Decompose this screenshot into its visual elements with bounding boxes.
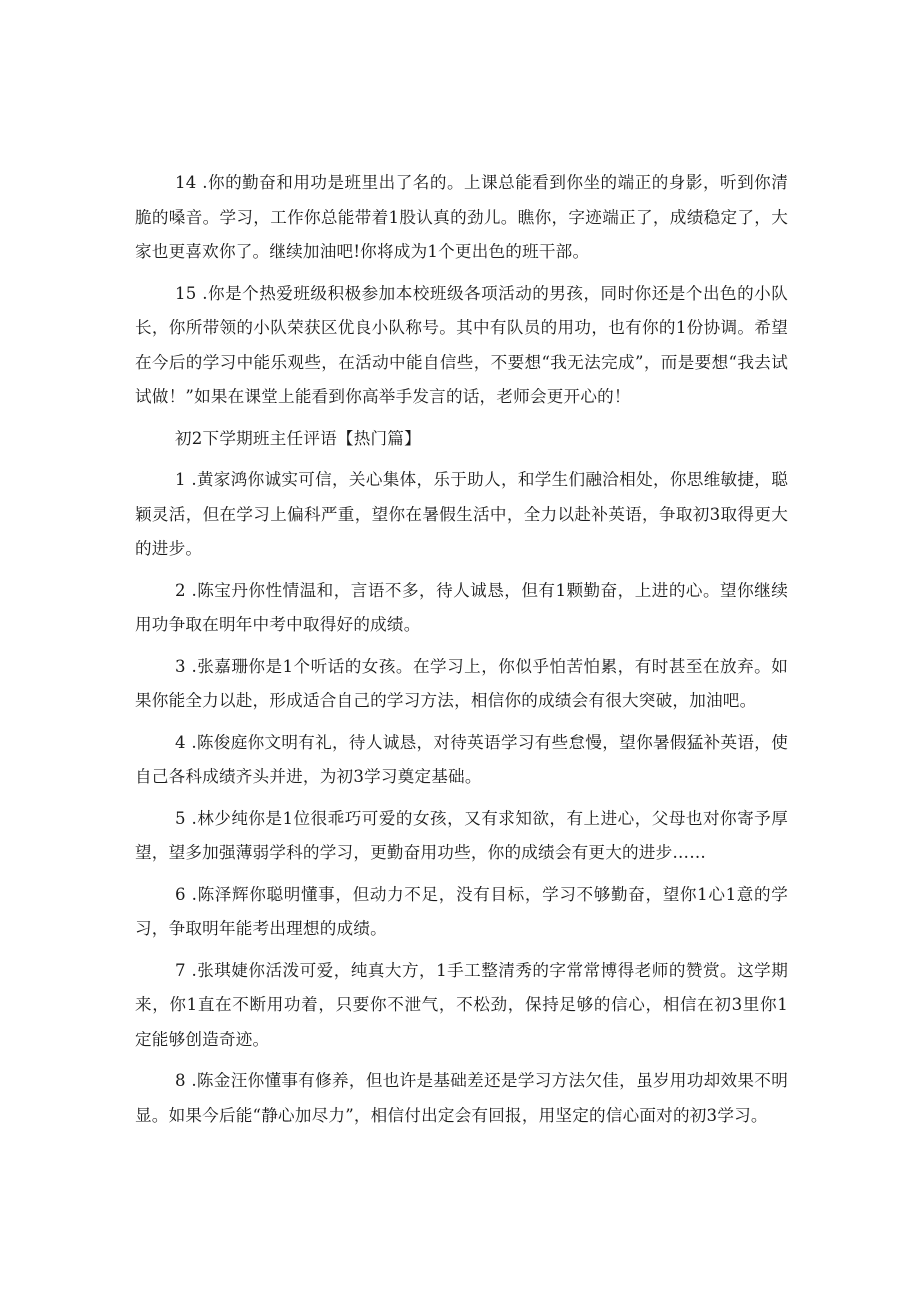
comment-paragraph-14 <box>135 166 788 270</box>
item-number: 14 <box>175 173 197 192</box>
item-text: .张琪婕你活泼可爱，纯真大方，1手工整清秀的字常常博得老师的赞赏。这学期来，你1直在不断用功着，只要你不泄气，不松劲，保持足够的信心，相信在初3里你1定能够创造奇迹。 <box>135 960 788 1049</box>
item-text: .陈俊庭你文明有礼，待人诚恳，对待英语学习有些怠慢，望你暑假猛补英语，使自己各科成绩齐头并进，为初3学习奠定基础。 <box>135 732 788 786</box>
item-number: 6 <box>175 884 186 904</box>
comment-paragraph-5 <box>135 802 788 871</box>
item-text: .陈泽辉你聪明懂事，但动力不足，没有目标，学习不够勤奋，望你1心1意的学习，争取明年能考出理想的成绩。 <box>135 884 788 938</box>
item-number: 4 <box>175 732 186 752</box>
item-text: .林少纯你是1位很乖巧可爱的女孩，又有求知欲，有上进心，父母也对你寄予厚望，望多加强薄弱学科的学习，更勤奋用功些，你的成绩会有更大的进步…… <box>135 808 788 862</box>
item-number: 7 <box>175 960 186 980</box>
item-number: 1 <box>175 470 186 489</box>
item-number: 3 <box>175 656 186 676</box>
comment-paragraph-7 <box>135 954 788 1058</box>
item-number: 15 <box>175 283 197 303</box>
item-text: .你是个热爱班级积极参加本校班级各项活动的男孩，同时你还是个出色的小队长，你所带领的小队荣获区优良小队称号。其中有队员的用功，也有你的1份协调。希望在今后的学习中能乐观些，在活动中能自信些，不要想“我无法完成”，而是要想“我去试试做！”如果在课堂上能看到你高举手发言的话，老师会更开心的！ <box>135 283 788 406</box>
comment-paragraph-15 <box>135 277 788 415</box>
document-body <box>135 166 788 1140</box>
item-number: 2 <box>175 580 186 600</box>
comment-paragraph-1 <box>135 463 788 567</box>
item-number: 8 <box>175 1071 186 1090</box>
comment-paragraph-8 <box>135 1064 788 1133</box>
item-text: .张嘉珊你是1个听话的女孩。在学习上，你似乎怕苦怕累，有时甚至在放弃。如果你能全力以赴，形成适合自己的学习方法，相信你的成绩会有很大突破，加油吧。 <box>135 656 788 710</box>
comment-paragraph-6 <box>135 878 788 947</box>
item-number: 5 <box>175 808 186 828</box>
comment-paragraph-2 <box>135 574 788 643</box>
item-text: .黄家鸿你诚实可信，关心集体，乐于助人，和学生们融洽相处，你思维敏捷，聪颖灵活，但在学习上偏科严重，望你在暑假生活中，全力以赴补英语，争取初3取得更大的进步。 <box>135 470 788 558</box>
item-text: .陈金汪你懂事有修养，但也许是基础差还是学习方法欠佳，虽岁用功却效果不明显。如果今后能“静心加尽力”，相信付出定会有回报，用坚定的信心面对的初3学习。 <box>135 1071 788 1125</box>
item-text: .陈宝丹你性情温和，言语不多，待人诚恳，但有1颗勤奋，上进的心。望你继续用功争取在明年中考中取得好的成绩。 <box>135 580 788 634</box>
comment-paragraph-3 <box>135 650 788 719</box>
section-heading: 初2下学期班主任评语【热门篇】 <box>175 428 421 448</box>
comment-paragraph-4 <box>135 726 788 795</box>
item-text: .你的勤奋和用功是班里出了名的。上课总能看到你坐的端正的身影，听到你清脆的嗓音。学习，工作你总能带着1股认真的劲儿。瞧你，字迹端正了，成绩稳定了，大家也更喜欢你了。继续加油吧!你将成为1个更出色的班干部。 <box>135 173 788 261</box>
